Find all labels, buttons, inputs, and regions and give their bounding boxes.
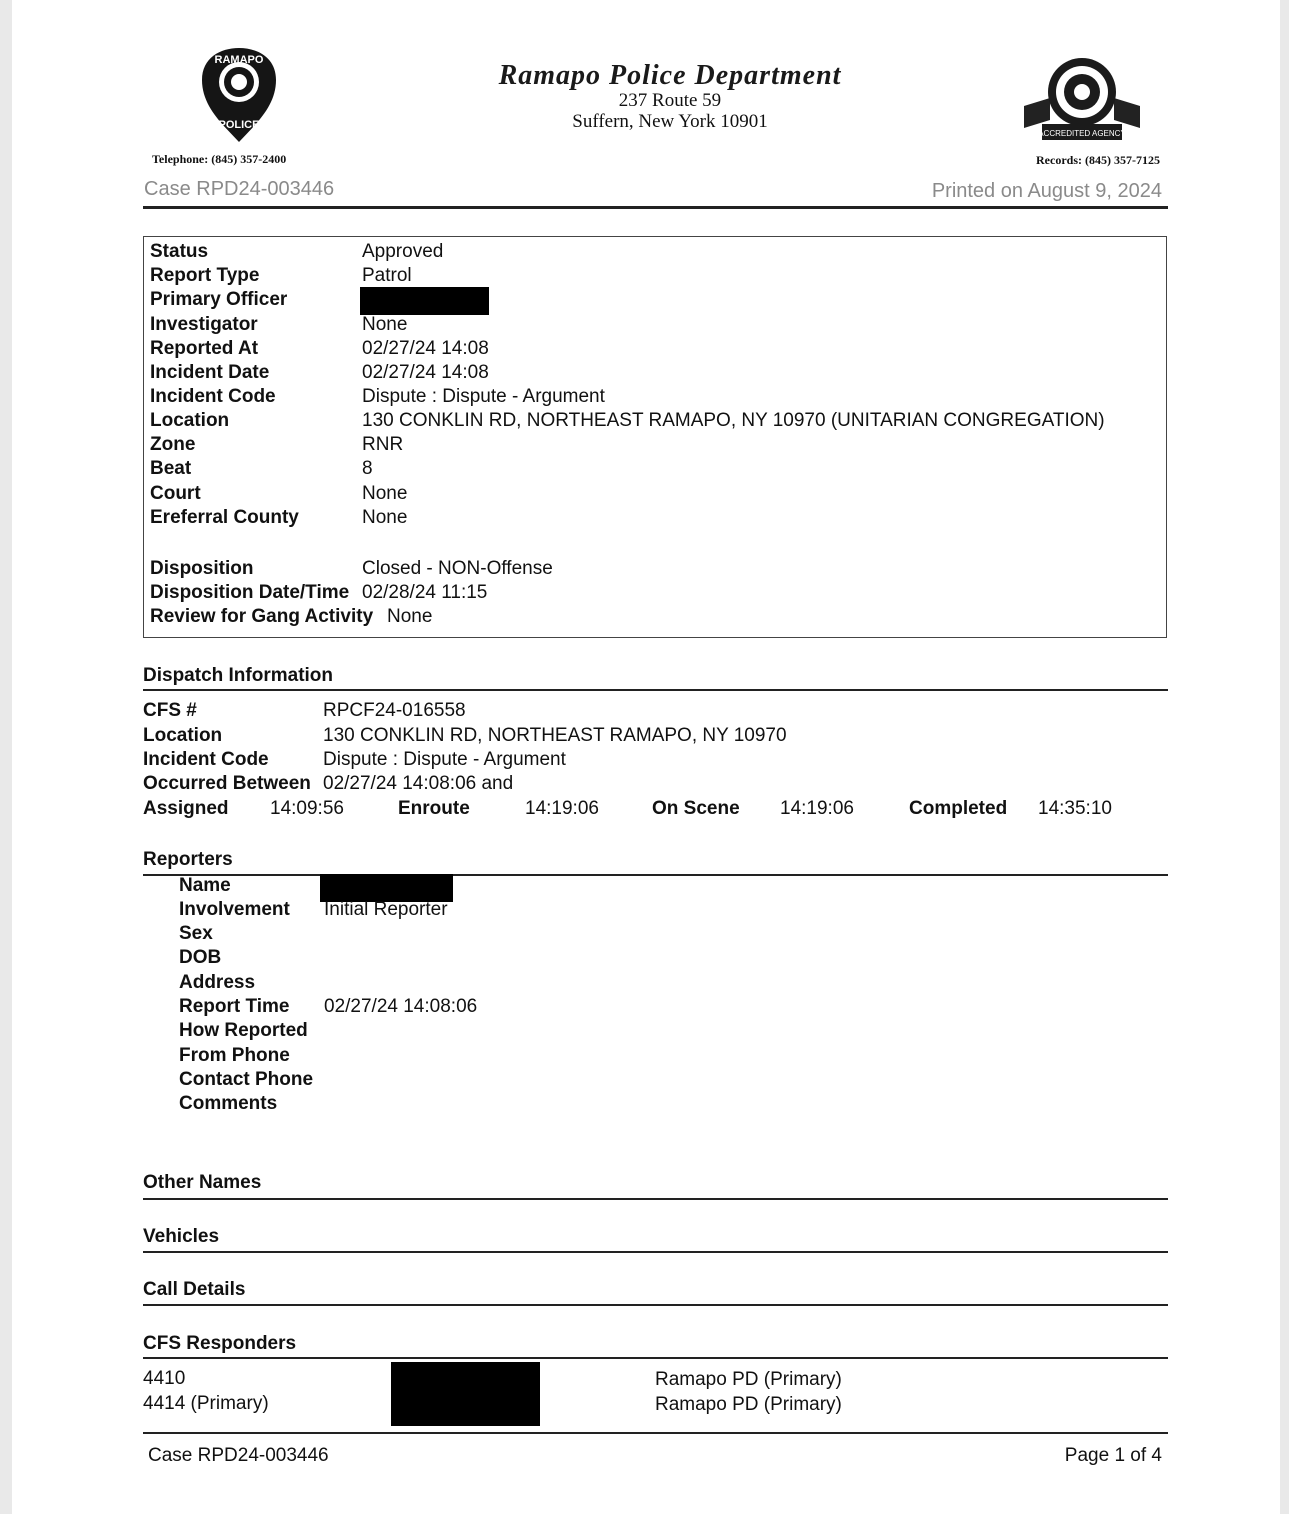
summary-label: Incident Date xyxy=(150,362,270,383)
summary-value: None xyxy=(362,483,408,504)
on-scene-label: On Scene xyxy=(652,798,740,819)
reporter-label: How Reported xyxy=(179,1020,308,1041)
badge-text-bottom: POLICE xyxy=(218,119,260,131)
summary-label: Zone xyxy=(150,434,196,455)
summary-value: 02/27/24 14:08 xyxy=(362,338,489,359)
reporter-label: Contact Phone xyxy=(179,1069,314,1090)
summary-label: Location xyxy=(150,410,230,431)
vehicles-title: Vehicles xyxy=(143,1226,220,1247)
summary-label: Court xyxy=(150,483,201,504)
other-names-divider xyxy=(143,1198,1168,1200)
page-number: Page 1 of 4 xyxy=(1064,1445,1162,1466)
accreditation-seal-icon xyxy=(1020,54,1144,146)
reporters-divider xyxy=(143,874,1168,876)
summary-value: Closed - NON-Offense xyxy=(362,558,553,579)
summary-value: None xyxy=(387,606,433,627)
summary-value: None xyxy=(362,314,408,335)
assigned-time: 14:09:56 xyxy=(270,798,344,819)
summary-value: 02/28/24 11:15 xyxy=(362,582,488,603)
summary-label: Reported At xyxy=(150,338,259,359)
summary-label: Disposition Date/Time xyxy=(150,582,350,603)
summary-box xyxy=(143,236,1167,638)
call-details-divider xyxy=(143,1304,1168,1306)
summary-label: Incident Code xyxy=(150,386,276,407)
summary-label: Report Type xyxy=(150,265,260,286)
reporter-value: Initial Reporter xyxy=(324,899,448,920)
summary-value: Dispute : Dispute - Argument xyxy=(362,386,605,407)
dispatch-divider xyxy=(143,689,1168,691)
report-page xyxy=(12,0,1280,1514)
enroute-time: 14:19:06 xyxy=(525,798,599,819)
reporter-label: Involvement xyxy=(179,899,290,920)
seal-ribbon-text: ACCREDITED AGENCY xyxy=(1038,129,1126,138)
primary-officer-redaction xyxy=(360,287,489,315)
completed-time: 14:35:10 xyxy=(1038,798,1112,819)
ramapo-police-badge-icon xyxy=(200,46,278,144)
summary-label: Review for Gang Activity xyxy=(150,606,374,627)
summary-value: 8 xyxy=(362,458,373,479)
responder-agency: Ramapo PD (Primary) xyxy=(655,1369,842,1390)
summary-value: 130 CONKLIN RD, NORTHEAST RAMAPO, NY 10970 (UNITARIAN CONGREGATION) xyxy=(362,410,1105,431)
badge-text-top: RAMAPO xyxy=(214,54,264,66)
dispatch-label: Incident Code xyxy=(143,749,269,770)
reporter-label: Address xyxy=(179,972,256,993)
records-phone: Records: (845) 357-7125 xyxy=(1036,153,1160,167)
department-title: Ramapo Police Department xyxy=(498,60,842,91)
reporter-label: From Phone xyxy=(179,1045,290,1066)
dispatch-value: 02/27/24 14:08:06 and xyxy=(323,773,514,794)
dispatch-label: Occurred Between xyxy=(143,773,311,794)
cfs-responders-divider xyxy=(143,1357,1168,1359)
summary-value: 02/27/24 14:08 xyxy=(362,362,489,383)
printed-on: Printed on August 9, 2024 xyxy=(931,180,1162,202)
reporter-name-redaction xyxy=(320,874,453,902)
summary-value: Approved xyxy=(362,241,444,262)
responder-unit: 4414 (Primary) xyxy=(143,1393,269,1414)
responder-unit: 4410 xyxy=(143,1368,186,1389)
summary-label: Beat xyxy=(150,458,192,479)
address-line-2: Suffern, New York 10901 xyxy=(572,111,768,132)
footer-divider xyxy=(143,1432,1168,1434)
on-scene-time: 14:19:06 xyxy=(780,798,854,819)
dispatch-label: Location xyxy=(143,725,223,746)
completed-label: Completed xyxy=(909,798,1008,819)
dispatch-value: Dispute : Dispute - Argument xyxy=(323,749,566,770)
enroute-label: Enroute xyxy=(398,798,470,819)
footer-case-id: Case RPD24-003446 xyxy=(148,1445,329,1466)
reporter-label: Name xyxy=(179,875,231,896)
address-line-1: 237 Route 59 xyxy=(618,90,722,111)
responder-names-redaction xyxy=(391,1362,540,1426)
summary-label: Status xyxy=(150,241,209,262)
dispatch-value: RPCF24-016558 xyxy=(323,700,466,721)
cfs-responders-title: CFS Responders xyxy=(143,1333,297,1354)
summary-value: None xyxy=(362,507,408,528)
reporter-value: 02/27/24 14:08:06 xyxy=(324,996,478,1017)
telephone: Telephone: (845) 357-2400 xyxy=(152,152,287,166)
reporter-label: Report Time xyxy=(179,996,290,1017)
dispatch-section-title: Dispatch Information xyxy=(143,665,334,686)
summary-label: Disposition xyxy=(150,558,254,579)
summary-label: Investigator xyxy=(150,314,258,335)
call-details-title: Call Details xyxy=(143,1279,246,1300)
summary-label: Primary Officer xyxy=(150,289,288,310)
header-divider xyxy=(143,206,1168,209)
other-names-title: Other Names xyxy=(143,1172,262,1193)
reporter-label: DOB xyxy=(179,947,222,968)
reporters-section-title: Reporters xyxy=(143,849,233,870)
assigned-label: Assigned xyxy=(143,798,229,819)
vehicles-divider xyxy=(143,1251,1168,1253)
responder-agency: Ramapo PD (Primary) xyxy=(655,1394,842,1415)
reporter-label: Comments xyxy=(179,1093,278,1114)
reporter-label: Sex xyxy=(179,923,213,944)
header-case-id: Case RPD24-003446 xyxy=(144,178,335,200)
summary-label: Ereferral County xyxy=(150,507,299,528)
dispatch-value: 130 CONKLIN RD, NORTHEAST RAMAPO, NY 10970 xyxy=(323,725,787,746)
summary-value: RNR xyxy=(362,434,404,455)
summary-value: Patrol xyxy=(362,265,412,286)
dispatch-label: CFS # xyxy=(143,700,197,721)
